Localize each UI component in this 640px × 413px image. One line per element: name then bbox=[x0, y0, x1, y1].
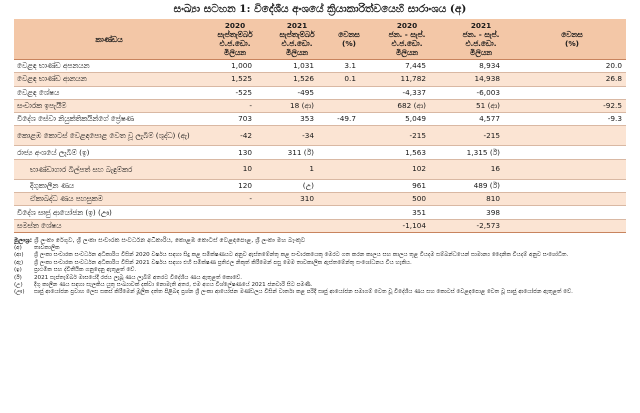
cell-c2: (උ) bbox=[266, 179, 328, 192]
cell-c2: 311 (ඊ) bbox=[266, 146, 328, 159]
cell-c1: - bbox=[204, 99, 266, 112]
cell-c5: -215 bbox=[444, 126, 518, 146]
table-row bbox=[14, 60, 626, 73]
cell-c2: 1,031 bbox=[266, 60, 328, 73]
cell-c1: 1,000 bbox=[204, 60, 266, 73]
cell-c3 bbox=[328, 206, 370, 219]
cell-c3 bbox=[328, 99, 370, 112]
cell-c6 bbox=[518, 179, 626, 192]
cell-c3 bbox=[328, 159, 370, 179]
cell-c3: 0.1 bbox=[328, 73, 370, 86]
cell-c6 bbox=[518, 126, 626, 146]
cell-c3 bbox=[328, 126, 370, 146]
table-body bbox=[14, 60, 626, 233]
row-label: කොළඹ කොටස් වෙළඳපොළ වෙත වූ ලැබීම් (ශුද්ධ) (ඇ) bbox=[14, 126, 204, 146]
cell-c2: -495 bbox=[266, 86, 328, 99]
table-row bbox=[14, 179, 626, 192]
cell-c3 bbox=[328, 193, 370, 206]
cell-c6 bbox=[518, 146, 626, 159]
table-row bbox=[14, 219, 626, 232]
cell-c5: -6,003 bbox=[444, 86, 518, 99]
cell-c6 bbox=[518, 206, 626, 219]
table-row bbox=[14, 73, 626, 86]
cell-c3 bbox=[328, 86, 370, 99]
table-row bbox=[14, 193, 626, 206]
row-label: දිගුකාලීන ණය bbox=[14, 179, 204, 192]
row-label: රාජ්‍ය අංශයේ ලැබීම් (ඉ) bbox=[14, 146, 204, 159]
row-label: විදේශ සෘජු ආයෝජන (ඉ) (ඌ) bbox=[14, 206, 204, 219]
footnote-mark: (ආ) bbox=[14, 252, 24, 259]
cell-c2: 18 (ආ) bbox=[266, 99, 328, 112]
cell-c1: 10 bbox=[204, 159, 266, 179]
cell-c6: 20.0 bbox=[518, 60, 626, 73]
footnote-text: දිගු කාලීන ණය සඳහා සැලකිය යුතු සංඛ්‍යාවක් දක්වා නොමැති අතර, එම අගය විශ්ලේෂණයේ 2021 ජනවාරි සිට පමණි. bbox=[34, 282, 313, 288]
header-ytd-2020: 2020 ජන. - සැප්. එ.ජ.ඩො. මිලියන bbox=[370, 19, 444, 60]
footnote-mark: (අ) bbox=[14, 244, 22, 251]
cell-c6 bbox=[518, 86, 626, 99]
footnote-text: ශ්‍රී ලංකා සංචාරක සංවර්ධන අධිකාරිය විසින් 2021 වර්ෂය සඳහා එහි සමීක්ෂණ ප්‍රතිඵල නිකුත් කිරීමෙන් පසු මෙම තාවකාලික ඇස්තමේන්තු සංශෝධනය විය හැකිය. bbox=[34, 259, 412, 266]
cell-c6: -92.5 bbox=[518, 99, 626, 112]
cell-c4: 351 bbox=[370, 206, 444, 219]
cell-c4: 961 bbox=[370, 179, 444, 192]
cell-c3: 3.1 bbox=[328, 60, 370, 73]
cell-c6: -9.3 bbox=[518, 113, 626, 126]
table-row bbox=[14, 159, 626, 179]
cell-c4: 1,563 bbox=[370, 146, 444, 159]
header-change-ytd: වෙනස (%) bbox=[518, 19, 626, 60]
table-title: සංඛ්‍යා සටහන 1: විදේශීය අංශයේ ක්‍රියාකාරිත්වයෙහි සාරාංශය (අ) bbox=[173, 3, 467, 15]
cell-c4: 102 bbox=[370, 159, 444, 179]
cell-c2 bbox=[266, 219, 328, 232]
cell-c1: - bbox=[204, 193, 266, 206]
cell-c3 bbox=[328, 146, 370, 159]
cell-c4: -1,104 bbox=[370, 219, 444, 232]
cell-c2: -34 bbox=[266, 126, 328, 146]
cell-c4: 7,445 bbox=[370, 60, 444, 73]
table-row bbox=[14, 206, 626, 219]
cell-c1 bbox=[204, 219, 266, 232]
cell-c6 bbox=[518, 219, 626, 232]
cell-c2: 353 bbox=[266, 113, 328, 126]
row-label: භාණ්ඩාගාර බිල්පත් සහ බැඳුම්කර bbox=[14, 159, 204, 179]
table-row bbox=[14, 146, 626, 159]
footnote-text: සෘජු ආයෝජන ප්‍රවාහ ලෙස සකස් කිරීමෙන් මූලික දත්ත පිළිබඳ ප්‍රශ්න ශ්‍රී ලංකා ආයෝජන මණ්ඩලය විසින් වාර්තා කළ පරිදි සෘජු ආයෝජන සමාගම් වෙත වූ විදේශීය ණය සහ කොටස් වෙළඳපොළ වෙත වූ සෘජු ආයෝජන ඇතුළත් වේ. bbox=[34, 289, 573, 296]
table-row bbox=[14, 99, 626, 112]
cell-c2: 1,526 bbox=[266, 73, 328, 86]
cell-c5: 810 bbox=[444, 193, 518, 206]
row-label: වෙළඳ ශේෂය bbox=[14, 86, 204, 99]
cell-c1: 120 bbox=[204, 179, 266, 192]
cell-c5: -2,573 bbox=[444, 219, 518, 232]
footnote-mark: (ඉ) bbox=[14, 267, 22, 274]
cell-c6: 26.8 bbox=[518, 73, 626, 86]
cell-c1: 703 bbox=[204, 113, 266, 126]
cell-c4: 11,782 bbox=[370, 73, 444, 86]
footnote-mark: (ඊ) bbox=[14, 274, 22, 281]
cell-c5: 489 (ඊ) bbox=[444, 179, 518, 192]
cell-c4: -215 bbox=[370, 126, 444, 146]
header-sep-2021: 2021 සැප්තැම්බර් එ.ජ.ඩො. මිලියන bbox=[266, 19, 328, 60]
footnote bbox=[14, 267, 626, 274]
table-header bbox=[14, 19, 626, 60]
row-label: ඒකාබද්ධ ණය පහසුකම bbox=[14, 193, 204, 206]
cell-c3 bbox=[328, 179, 370, 192]
cell-c5: 4,577 bbox=[444, 113, 518, 126]
cell-c5: 8,934 bbox=[444, 60, 518, 73]
cell-c5: 51 (ආ) bbox=[444, 99, 518, 112]
header-item: කාණ්ඩය bbox=[14, 19, 204, 60]
footnote-text: 2021 සැප්තැම්බර් මාසයේදී රජය ලැබූ ණය ලැබීම් අතරට විදේශීය ණය ඇතුළත් කොවේ. bbox=[34, 274, 243, 281]
footnote bbox=[14, 289, 626, 296]
row-label: වෙළඳ භාණ්ඩ ආනයන bbox=[14, 73, 204, 86]
cell-c2 bbox=[266, 206, 328, 219]
header-sep-2020: 2020 සැප්තැම්බර් එ.ජ.ඩො. මිලියන bbox=[204, 19, 266, 60]
notes-list bbox=[14, 245, 626, 297]
table-row bbox=[14, 113, 626, 126]
source-line bbox=[14, 236, 626, 245]
cell-c1: 1,525 bbox=[204, 73, 266, 86]
cell-c1: 130 bbox=[204, 146, 266, 159]
footnote-mark: (උ) bbox=[14, 282, 23, 288]
cell-c6 bbox=[518, 159, 626, 179]
table-row bbox=[14, 126, 626, 146]
row-label: සංචාරක ඉපැයීම් bbox=[14, 99, 204, 112]
row-label: සමස්ත ශේෂය bbox=[14, 219, 204, 232]
source-text: ශ්‍රී ලංකා රේගුව, ශ්‍රී ලංකා සංචාරක සංවර්ධන අධිකාරිය, කොළඹ කොටස් වෙළඳපොළ, ශ්‍රී ලංකා මහ බැංකුව bbox=[34, 236, 306, 244]
source-label: මූලාශ්‍ර: bbox=[14, 236, 33, 244]
cell-c2: 1 bbox=[266, 159, 328, 179]
footnote-text: ශ්‍රී ලංකා සංචාරක සංවර්ධන අධිකාරිය විසින් 2020 වර්ෂය සඳහා සිදු කළ සමීක්ෂණයට අනුව ඇස්තමේන්තු කළ සංචාරකයෙකු මෙරට ගත කරන කාලය සහ කාලය තුළ වියදම සම්බන්ධයෙන් සාමාන්‍ය දෛනික වියදම් අනුව සංශෝධිත. bbox=[34, 252, 569, 259]
footnotes bbox=[14, 236, 626, 297]
cell-c2: 310 bbox=[266, 193, 328, 206]
cell-c4: 682 (ආ) bbox=[370, 99, 444, 112]
footnote bbox=[14, 275, 626, 282]
cell-c4: 500 bbox=[370, 193, 444, 206]
row-label: වෙළඳ භාණ්ඩ අපනයන bbox=[14, 60, 204, 73]
cell-c5: 1,315 (ඊ) bbox=[444, 146, 518, 159]
cell-c5: 398 bbox=[444, 206, 518, 219]
footnote-text: ප්‍රාථමික සහ ද්විතීයික ගනුදෙනු ඇතුළත් වේ. bbox=[34, 267, 137, 274]
cell-c3: -49.7 bbox=[328, 113, 370, 126]
table-row bbox=[14, 86, 626, 99]
header-change-month: වෙනස (%) bbox=[328, 19, 370, 60]
footnote-text: තාවකාලික bbox=[34, 244, 60, 251]
cell-c1: -42 bbox=[204, 126, 266, 146]
cell-c3 bbox=[328, 219, 370, 232]
footnote-mark: (ඌ) bbox=[14, 289, 25, 296]
summary-table bbox=[14, 19, 626, 233]
cell-c4: -4,337 bbox=[370, 86, 444, 99]
footnote-mark: (ඇ) bbox=[14, 259, 24, 266]
row-label: විදේශ සේවා නියුක්තිකයින්ගේ ප්‍රේෂණ bbox=[14, 113, 204, 126]
header-ytd-2021: 2021 ජන. - සැප්. එ.ජ.ඩො. මිලියන bbox=[444, 19, 518, 60]
cell-c5: 14,938 bbox=[444, 73, 518, 86]
cell-c4: 5,049 bbox=[370, 113, 444, 126]
cell-c1 bbox=[204, 206, 266, 219]
footnote bbox=[14, 252, 626, 259]
cell-c6 bbox=[518, 193, 626, 206]
cell-c5: 16 bbox=[444, 159, 518, 179]
cell-c1: -525 bbox=[204, 86, 266, 99]
